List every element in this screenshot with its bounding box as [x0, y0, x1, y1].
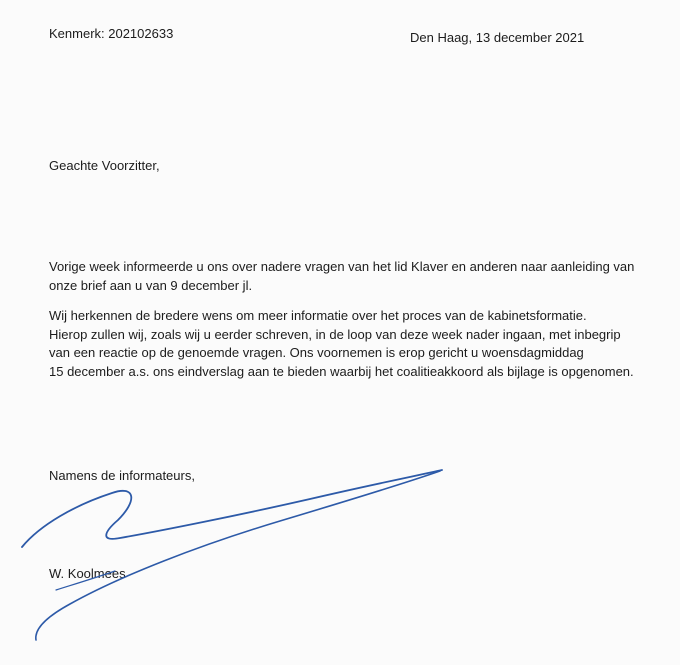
- paragraph-2-line: 15 december a.s. ons eindverslag aan te bieden waarbij het coalitieakkoord als bijlage is opgenomen.: [49, 363, 634, 379]
- closing: Namens de informateurs,: [49, 468, 195, 483]
- salutation: Geachte Voorzitter,: [49, 158, 160, 173]
- paragraph-2-line: van een reactie op de genoemde vragen. Ons voornemen is erop gericht u woensdagmiddag: [49, 345, 584, 360]
- paragraph-1-line: Vorige week informeerde u ons over nadere vragen van het lid Klaver en anderen naar aanleiding van: [49, 259, 635, 274]
- paragraph-2-line: Hierop zullen wij, zoals wij u eerder schreven, in de loop van deze week nader ingaan, met inbegrip: [49, 326, 621, 342]
- signatory-name: W. Koolmees: [49, 566, 126, 581]
- place-date: Den Haag, 13 december 2021: [410, 30, 585, 45]
- paragraph-1-line: onze brief aan u van 9 december jl.: [49, 277, 253, 293]
- reference-number: Kenmerk: 202102633: [49, 26, 174, 41]
- paragraph-2-line: Wij herkennen de bredere wens om meer informatie over het proces van de kabinetsformatie.: [49, 308, 587, 323]
